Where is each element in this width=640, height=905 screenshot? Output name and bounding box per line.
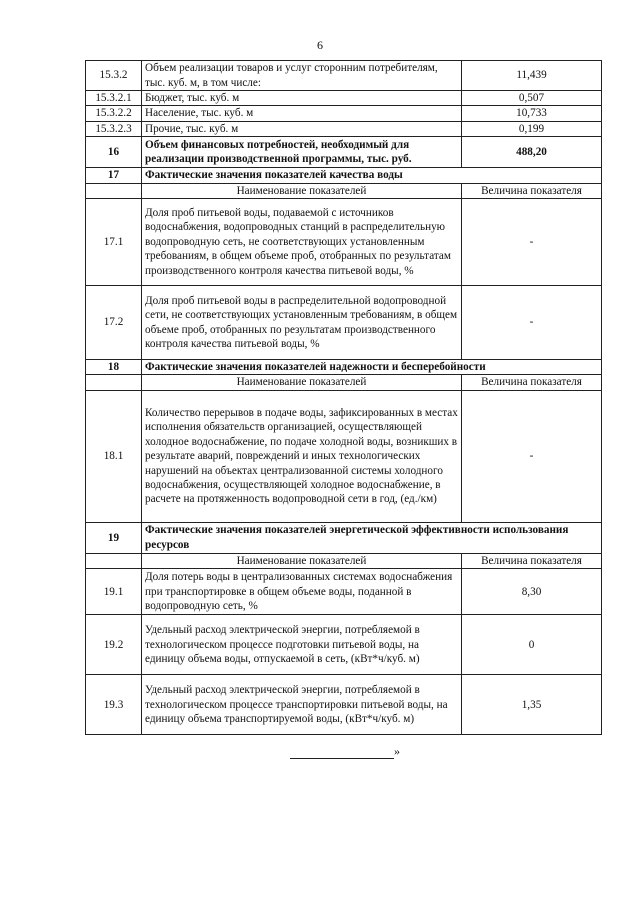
header-name: Наименование показателей bbox=[142, 375, 462, 390]
table-row bbox=[86, 390, 602, 522]
header-value: Величина показателя bbox=[462, 375, 602, 390]
column-header-row bbox=[86, 375, 602, 390]
row-description: Удельный расход электрической энергии, потребляемой в технологическом процессе подготовки питьевой воды, на единицу объема воды, отпускаемой в сеть, (кВт*ч/куб. м) bbox=[142, 615, 462, 675]
row-value: 10,733 bbox=[462, 106, 602, 121]
signature-line bbox=[290, 746, 394, 759]
table-row bbox=[86, 61, 602, 91]
section-number: 19 bbox=[86, 522, 142, 553]
row-value: 488,20 bbox=[462, 137, 602, 168]
row-value: 0,199 bbox=[462, 121, 602, 136]
section-number: 17 bbox=[86, 168, 142, 183]
row-number: 19.3 bbox=[86, 675, 142, 735]
table-row bbox=[86, 91, 602, 106]
page-number: 6 bbox=[317, 38, 323, 52]
header-value: Величина показателя bbox=[462, 183, 602, 198]
header-spacer bbox=[86, 553, 142, 568]
table-row bbox=[86, 106, 602, 121]
row-value: 1,35 bbox=[462, 675, 602, 735]
row-description: Доля проб питьевой воды в распределительной водопроводной сети, не соответствующих установленным требованиям, в общем объеме проб, отобранных по результатам производственного контроля качества питьевой воды, % bbox=[142, 286, 462, 360]
row-description: Объем реализации товаров и услуг сторонним потребителям, тыс. куб. м, в том числе: bbox=[142, 61, 462, 91]
closing-signature-line bbox=[290, 744, 400, 759]
row-description: Доля проб питьевой воды, подаваемой с источников водоснабжения, водопроводных станций в распределительную водопроводную сеть, не соответствующих установленным требованиям, в общем объеме проб, отобранных по результатам производственного контроля качества питьевой воды, % bbox=[142, 199, 462, 286]
header-name: Наименование показателей bbox=[142, 183, 462, 198]
row-description: Количество перерывов в подаче воды, зафиксированных в местах исполнения обязательств организацией, осуществляющей холодное водоснабжение, по подаче холодной воды, возникших в результате аварий, повреждений и иных технологических нарушений на объектах централизованной системы холодного водоснабжения, осуществляющей холодное водоснабжение, в расчете на протяженность водопроводной сети в год, (ед./км) bbox=[142, 390, 462, 522]
row-description: Бюджет, тыс. куб. м bbox=[142, 91, 462, 106]
section-row bbox=[86, 168, 602, 183]
row-number: 16 bbox=[86, 137, 142, 168]
row-number: 17.2 bbox=[86, 286, 142, 360]
row-value: - bbox=[462, 390, 602, 522]
row-number: 15.3.2.3 bbox=[86, 121, 142, 136]
row-number: 18.1 bbox=[86, 390, 142, 522]
table-row bbox=[86, 286, 602, 360]
table-row bbox=[86, 615, 602, 675]
header-name: Наименование показателей bbox=[142, 553, 462, 568]
column-header-row bbox=[86, 553, 602, 568]
row-description: Прочие, тыс. куб. м bbox=[142, 121, 462, 136]
table-row bbox=[86, 121, 602, 136]
table-row bbox=[86, 199, 602, 286]
row-value: 0,507 bbox=[462, 91, 602, 106]
row-value: 11,439 bbox=[462, 61, 602, 91]
row-number: 17.1 bbox=[86, 199, 142, 286]
section-title: Фактические значения показателей качества воды bbox=[142, 168, 602, 183]
row-value: - bbox=[462, 199, 602, 286]
section-row bbox=[86, 360, 602, 375]
closing-quote-mark: » bbox=[394, 744, 400, 758]
table-row bbox=[86, 569, 602, 615]
row-number: 15.3.2.2 bbox=[86, 106, 142, 121]
header-spacer bbox=[86, 375, 142, 390]
row-value: 8,30 bbox=[462, 569, 602, 615]
header-spacer bbox=[86, 183, 142, 198]
table-row bbox=[86, 137, 602, 168]
row-number: 15.3.2 bbox=[86, 61, 142, 91]
row-description: Удельный расход электрической энергии, потребляемой в технологическом процессе транспортировки питьевой воды, на единицу объема транспортируемой воды, (кВт*ч/куб. м) bbox=[142, 675, 462, 735]
row-number: 19.2 bbox=[86, 615, 142, 675]
row-number: 15.3.2.1 bbox=[86, 91, 142, 106]
indicators-table-body bbox=[86, 61, 602, 735]
row-description: Доля потерь воды в централизованных системах водоснабжения при транспортировке в общем объеме воды, поданной в водопроводную сеть, % bbox=[142, 569, 462, 615]
section-title: Фактические значения показателей энергетической эффективности использования ресурсов bbox=[142, 522, 602, 553]
header-value: Величина показателя bbox=[462, 553, 602, 568]
row-number: 19.1 bbox=[86, 569, 142, 615]
row-value: - bbox=[462, 286, 602, 360]
row-value: 0 bbox=[462, 615, 602, 675]
row-description: Объем финансовых потребностей, необходимый для реализации производственной программы, тыс. руб. bbox=[142, 137, 462, 168]
column-header-row bbox=[86, 183, 602, 198]
indicators-table bbox=[85, 60, 602, 735]
section-row bbox=[86, 522, 602, 553]
section-number: 18 bbox=[86, 360, 142, 375]
table-row bbox=[86, 675, 602, 735]
row-description: Население, тыс. куб. м bbox=[142, 106, 462, 121]
section-title: Фактические значения показателей надежности и бесперебойности bbox=[142, 360, 602, 375]
